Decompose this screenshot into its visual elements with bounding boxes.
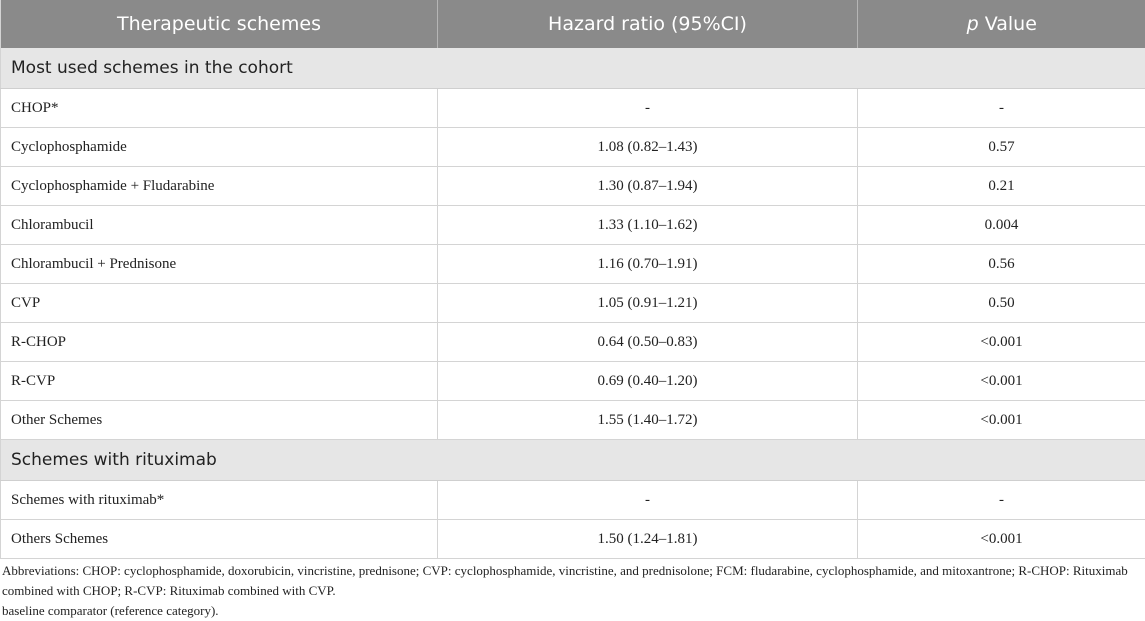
p-value-cell: <0.001 [858, 362, 1145, 401]
hazard-ratio-cell: 1.50 (1.24–1.81) [438, 520, 858, 559]
header-p-value [858, 0, 1145, 48]
hazard-ratio-cell: 1.16 (0.70–1.91) [438, 245, 858, 284]
scheme-cell: R-CHOP [1, 323, 438, 362]
table-row [1, 520, 1145, 559]
table-row [1, 323, 1145, 362]
abbreviations-note: Abbreviations: CHOP: cyclophosphamide, doxorubicin, vincristine, prednisone; CVP: cyclophosphamide, vincristine, and prednisolone; FCM: fludarabine, cyclophosphamide, and mitoxantrone; R-CHOP: Rituximab combined with CHOP; R-CVP: Rituximab combined with CVP. [2, 561, 1142, 601]
p-value-cell: <0.001 [858, 323, 1145, 362]
hazard-ratio-cell: 0.64 (0.50–0.83) [438, 323, 858, 362]
scheme-cell: Other Schemes [1, 401, 438, 440]
table-row [1, 245, 1145, 284]
table-row [1, 128, 1145, 167]
header-therapeutic-schemes: Therapeutic schemes [1, 0, 438, 48]
p-value-cell: 0.21 [858, 167, 1145, 206]
p-value-cell: 0.004 [858, 206, 1145, 245]
scheme-cell: Chlorambucil [1, 206, 438, 245]
hazard-ratio-cell: 1.30 (0.87–1.94) [438, 167, 858, 206]
hazard-ratio-cell: 0.69 (0.40–1.20) [438, 362, 858, 401]
p-value-cell: - [858, 481, 1145, 520]
section-row [1, 440, 1145, 481]
table-row [1, 481, 1145, 520]
p-value-cell: 0.56 [858, 245, 1145, 284]
section-title: Schemes with rituximab [1, 440, 1145, 481]
hazard-ratio-cell: - [438, 89, 858, 128]
p-value-cell: <0.001 [858, 401, 1145, 440]
section-title: Most used schemes in the cohort [1, 48, 1145, 89]
table-header-row [1, 0, 1145, 48]
p-value-cell: - [858, 89, 1145, 128]
table-row [1, 89, 1145, 128]
scheme-cell: Cyclophosphamide [1, 128, 438, 167]
header-p-rest: Value [979, 13, 1037, 35]
scheme-cell: R-CVP [1, 362, 438, 401]
table-row [1, 362, 1145, 401]
section-row [1, 48, 1145, 89]
scheme-cell: CVP [1, 284, 438, 323]
hazard-ratio-cell: 1.08 (0.82–1.43) [438, 128, 858, 167]
table-row [1, 206, 1145, 245]
header-p-italic: p [967, 13, 979, 35]
scheme-cell: Others Schemes [1, 520, 438, 559]
hazard-ratio-cell: 1.55 (1.40–1.72) [438, 401, 858, 440]
scheme-cell: CHOP* [1, 89, 438, 128]
scheme-cell: Chlorambucil + Prednisone [1, 245, 438, 284]
reference-note: baseline comparator (reference category). [2, 601, 1142, 621]
p-value-cell: 0.57 [858, 128, 1145, 167]
table-row [1, 284, 1145, 323]
header-hazard-ratio: Hazard ratio (95%CI) [438, 0, 858, 48]
scheme-cell: Cyclophosphamide + Fludarabine [1, 167, 438, 206]
hazard-ratio-cell: 1.33 (1.10–1.62) [438, 206, 858, 245]
hazard-ratio-cell: - [438, 481, 858, 520]
table-row [1, 401, 1145, 440]
p-value-cell: 0.50 [858, 284, 1145, 323]
hazard-ratio-cell: 1.05 (0.91–1.21) [438, 284, 858, 323]
table-row [1, 167, 1145, 206]
p-value-cell: <0.001 [858, 520, 1145, 559]
table-footnotes [2, 561, 1142, 621]
scheme-cell: Schemes with rituximab* [1, 481, 438, 520]
